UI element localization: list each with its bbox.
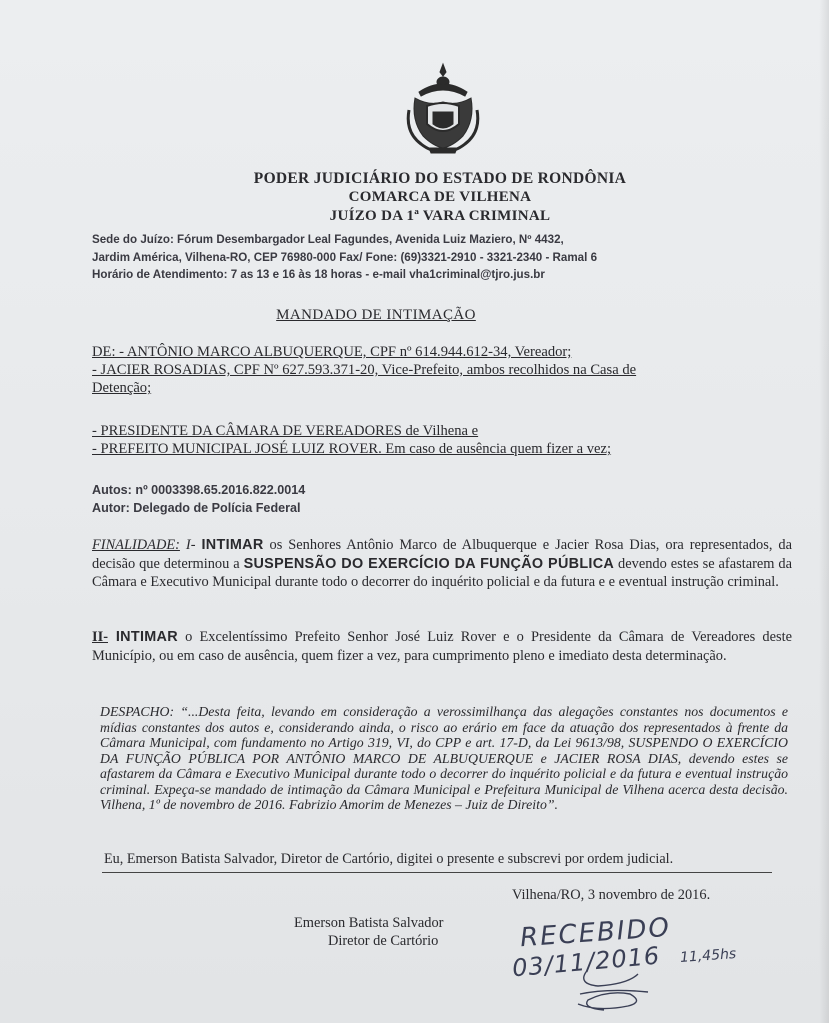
despacho-quote: DESPACHO: “...Desta feita, levando em consideração a verossimilhança das alegações constantes nos documentos e mídias constantes dos autos e, considerando ainda, o risco ao erário em face da atuação dos representados à frente da Câmara Municipal, com fundamento no Artigo 319, VI, do CPP e art. 17-D, da Lei 9613/98, SUSPENDO O EXERCÍCIO DA FUNÇÃO PÚBLICA POR ANTÔNIO MARCO DE ALBUQUERQUE e JACIER ROSA DIAS, devendo estes se afastarem da Câmara e Executivo Municipal durante todo o decorrer do inquérito policial e da futura e eventual instrução criminal. Expeça-se mandado de intimação da Câmara Municipal e Prefeitura Municipal de Vilhena acerca desta decisão. Vilhena, 1º de novembro de 2016. Fabrizio Amorim de Menezes – Juiz de Direito”. bbox=[100, 704, 788, 812]
item-i-marker: I- bbox=[179, 537, 202, 553]
header-juizo: JUÍZO DA 1ª VARA CRIMINAL bbox=[329, 208, 551, 224]
finalidade-text-3: o Excelentíssimo Prefeito Senhor José Luiz Rover e o Presidente da Câmara de Vereadores deste Município, ou em caso de ausência, quem fizer a vez, para cumprimento pleno e imediato desta determinação. bbox=[92, 629, 792, 664]
handwritten-received: RECEBIDO bbox=[519, 912, 672, 954]
recipient-para-1: - PRESIDENTE DA CÂMARA DE VEREADORES de Vilhena e bbox=[92, 423, 479, 439]
finalidade-paragraph-2 bbox=[92, 628, 792, 665]
signatory-role: Diretor de Cartório bbox=[328, 933, 439, 949]
finalidade-paragraph-1 bbox=[92, 536, 792, 592]
intimar-label-2: INTIMAR bbox=[108, 629, 178, 645]
case-number: Autos: nº 0003398.65.2016.822.0014 bbox=[92, 483, 306, 497]
signature-scribble bbox=[568, 964, 658, 1014]
coat-of-arms-icon bbox=[405, 62, 481, 154]
finalidade-label: FINALIDADE: bbox=[92, 537, 180, 553]
case-author: Autor: Delegado de Polícia Federal bbox=[92, 501, 301, 515]
handwritten-time: 11,45hs bbox=[679, 946, 737, 966]
address-line-1: Sede do Juízo: Fórum Desembargador Leal Fagundes, Avenida Luiz Maziero, Nº 4432, bbox=[92, 233, 564, 246]
address-line-3: Horário de Atendimento: 7 as 13 e 16 às 18 horas - e-mail vha1criminal@tjro.jus.br bbox=[92, 268, 545, 281]
recipient-de-2: - JACIER ROSADIAS, CPF Nº 627.593.371-20, Vice-Prefeito, ambos recolhidos na Casa de bbox=[92, 362, 637, 378]
suspension-emphasis: SUSPENSÃO DO EXERCÍCIO DA FUNÇÃO PÚBLICA bbox=[243, 555, 615, 572]
item-ii-marker: II- bbox=[92, 629, 108, 645]
document-title: MANDADO DE INTIMAÇÃO bbox=[276, 307, 476, 323]
finalidade-text-2: devendo estes se afastarem da Câmara e Executivo Municipal durante todo o decorrer do inquérito policial e da futura e e eventual instrução criminal. bbox=[92, 555, 792, 590]
divider-line bbox=[102, 872, 772, 873]
finalidade-text-1: os Senhores Antônio Marco de Albuquerque e Jacier Rosa Dias, ora representados, da decisão que determinou a bbox=[92, 537, 792, 572]
address-line-2: Jardim América, Vilhena-RO, CEP 76980-000 Fax/ Fone: (69)3321-2910 - 3321-2340 - Ramal 6 bbox=[92, 251, 598, 264]
intimar-label-1: INTIMAR bbox=[201, 537, 264, 553]
recipient-de-1: DE: - ANTÔNIO MARCO ALBUQUERQUE, CPF nº 614.944.612-34, Vereador; bbox=[92, 344, 572, 360]
city-date: Vilhena/RO, 3 novembro de 2016. bbox=[512, 887, 711, 903]
clerk-signoff: Eu, Emerson Batista Salvador, Diretor de Cartório, digitei o presente e subscrevi por ordem judicial. bbox=[104, 851, 674, 867]
header-comarca: COMARCA DE VILHENA bbox=[348, 189, 532, 205]
handwritten-date: 03/11/2016 bbox=[511, 941, 662, 983]
recipient-para-2: - PREFEITO MUNICIPAL JOSÉ LUIZ ROVER. Em caso de ausência quem fizer a vez; bbox=[92, 441, 612, 457]
recipient-de-3: Detenção; bbox=[92, 380, 152, 396]
header-court: PODER JUDICIÁRIO DO ESTADO DE RONDÔNIA bbox=[253, 170, 627, 187]
signatory-name: Emerson Batista Salvador bbox=[294, 915, 444, 931]
